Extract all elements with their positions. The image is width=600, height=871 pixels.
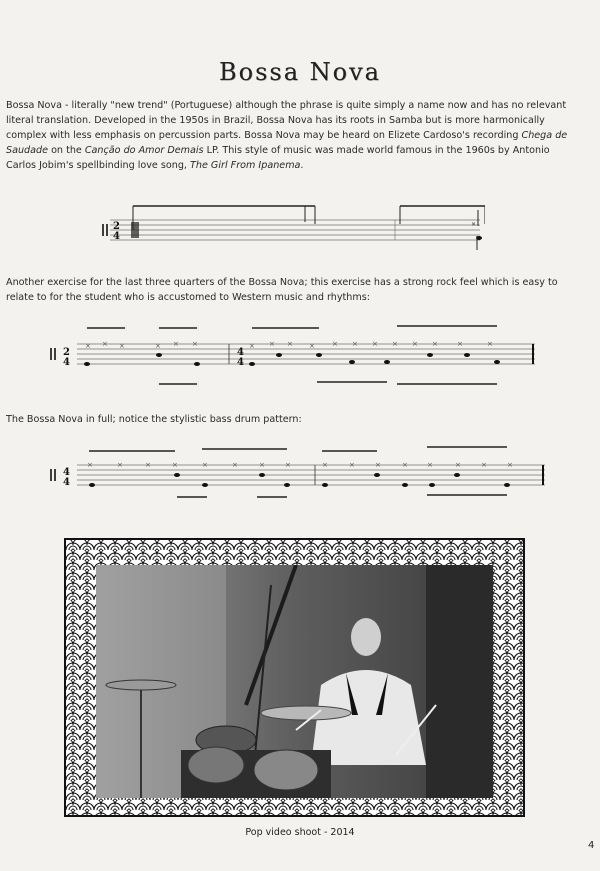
time-sig-2-bottom: 4 bbox=[63, 357, 70, 368]
drummer-photo bbox=[96, 565, 493, 798]
svg-text:×: × bbox=[332, 340, 338, 348]
time-sig-1-top: 2 bbox=[113, 221, 120, 232]
svg-text:×: × bbox=[119, 342, 125, 350]
exercise-3-description: The Bossa Nova in full; notice the stylistic bass drum pattern: bbox=[6, 414, 302, 425]
time-sig-2-top: 2 bbox=[63, 347, 70, 358]
svg-text:×: × bbox=[309, 342, 315, 350]
svg-text:×: × bbox=[287, 340, 293, 348]
svg-text:4: 4 bbox=[237, 347, 244, 358]
svg-text:×: × bbox=[457, 340, 463, 348]
svg-text:×: × bbox=[455, 461, 461, 469]
svg-text:×: × bbox=[322, 461, 328, 469]
svg-text:×: × bbox=[392, 340, 398, 348]
svg-text:×: × bbox=[155, 342, 161, 350]
svg-text:×: × bbox=[102, 340, 108, 348]
svg-text:×: × bbox=[481, 461, 487, 469]
photo-frame bbox=[64, 538, 525, 817]
svg-text:×: × bbox=[202, 461, 208, 469]
svg-text:×: × bbox=[427, 461, 433, 469]
svg-text:4: 4 bbox=[237, 357, 244, 368]
svg-text:×: × bbox=[487, 340, 493, 348]
svg-text:×: × bbox=[352, 340, 358, 348]
svg-text:×: × bbox=[269, 340, 275, 348]
svg-text:×: × bbox=[172, 461, 178, 469]
svg-text:×: × bbox=[372, 340, 378, 348]
svg-text:×: × bbox=[173, 340, 179, 348]
page-title: Bossa Nova bbox=[219, 58, 381, 86]
svg-text:×: × bbox=[232, 461, 238, 469]
svg-text:×: × bbox=[375, 461, 381, 469]
svg-text:×: × bbox=[349, 461, 355, 469]
svg-text:×: × bbox=[117, 461, 123, 469]
photo-caption: Pop video shoot - 2014 bbox=[245, 827, 355, 838]
page-number: 4 bbox=[588, 840, 595, 851]
svg-text:×: × bbox=[432, 340, 438, 348]
svg-text:×: × bbox=[249, 342, 255, 350]
time-sig-3-bottom: 4 bbox=[63, 477, 70, 488]
time-sig-3-top: 4 bbox=[63, 467, 70, 478]
svg-text:×: × bbox=[285, 461, 291, 469]
svg-text:×: × bbox=[192, 340, 198, 348]
svg-text:×: × bbox=[471, 221, 477, 228]
svg-text:×: × bbox=[412, 340, 418, 348]
staff-1 bbox=[95, 200, 485, 250]
svg-text:×: × bbox=[402, 461, 408, 469]
time-sig-1-bottom: 4 bbox=[113, 231, 120, 242]
staff-2 bbox=[47, 320, 537, 390]
intro-paragraph: Bossa Nova - literally "new trend" (Portuguese) although the phrase is quite simply a name now and has no relevant literal translation. Developed in the 1950s in Brazil, Bossa Nova has its roots in Samba but is more harmonically complex with less emphasis on percussion parts. Bossa Nova may be heard on Elizete Cardoso's recording Chega de Saudade on the Canção do Amor Demais LP. This style of music was made world famous in the 1960s by Antonio Carlos Jobim's spellbinding love song, The Girl From Ipanema. bbox=[6, 100, 568, 171]
svg-text:×: × bbox=[85, 342, 91, 350]
svg-text:×: × bbox=[145, 461, 151, 469]
svg-text:×: × bbox=[87, 461, 93, 469]
exercise-2-description: Another exercise for the last three quarters of the Bossa Nova; this exercise has a strong rock feel which is easy to relate to for the student who is accustomed to Western music and rhythms: bbox=[6, 277, 558, 303]
staff-3 bbox=[47, 445, 547, 505]
svg-text:×: × bbox=[507, 461, 513, 469]
svg-text:×: × bbox=[259, 461, 265, 469]
